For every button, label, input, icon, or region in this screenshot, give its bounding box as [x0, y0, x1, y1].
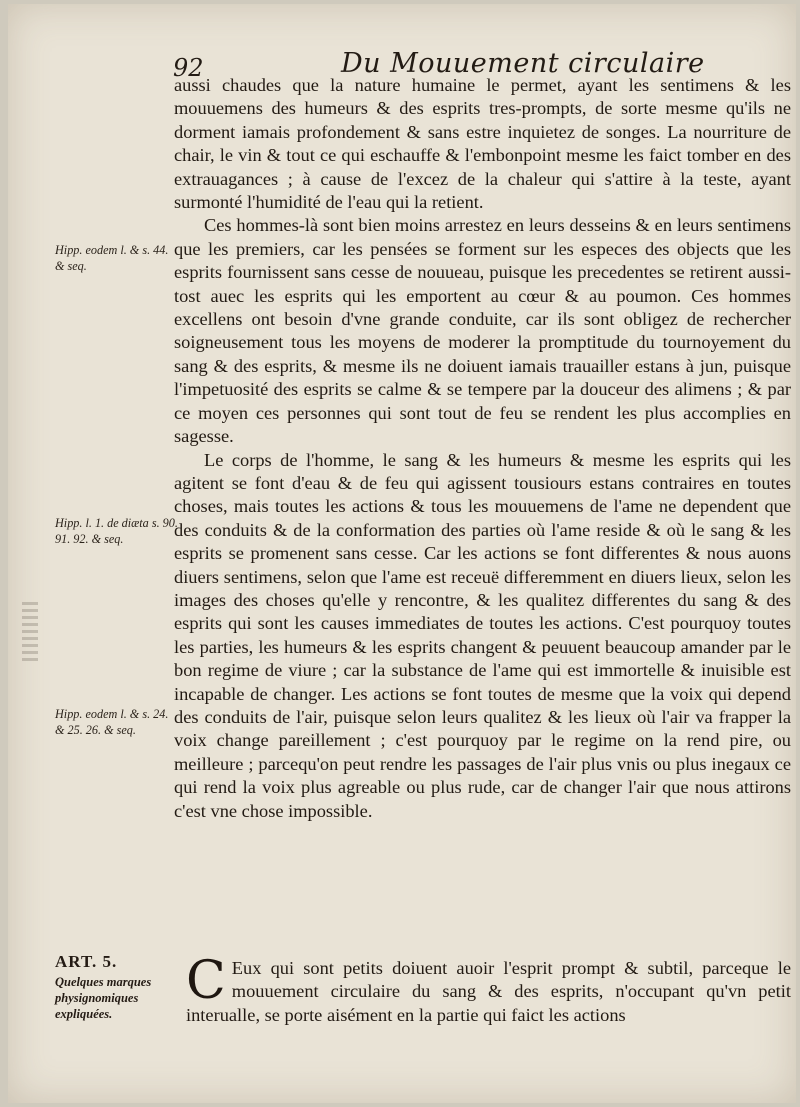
- page-number: 92: [173, 54, 204, 82]
- article-side-note: Quelques marques physignomiques expliquées.: [55, 975, 152, 1021]
- margin-note: Hipp. l. 1. de diæta s. 90. 91. 92. & seq.: [55, 516, 178, 546]
- article-heading: [55, 952, 185, 1022]
- margin-note: Hipp. eodem l. & s. 44. & seq.: [55, 243, 169, 273]
- gutter-stain: [22, 602, 38, 664]
- paragraph: Le corps de l'homme, le sang & les humeurs & mesme les esprits qui les agitent se font d'eau & de feu qui agissent tousiours estans contraires en toutes choses, mais toutes les actions & tous les mouuemens de l'ame ne dependent que des conduits & de la conformation des parties où l'ame reside & où le sang & les esprits se promenent sans cesse. Car les actions se font differentes & nous auons diuers sentimens, selon que l'ame est receuë differemment en diuers lieux, selon les images des choses qu'elle y rencontre, & les qualitez differentes du sang & des esprits qui sont les causes immediates de toutes les actions. C'est pourquoy toutes les parties, les humeurs & les esprits changent & peuuent beaucoup amander par le bon regime de viure ; car la substance de l'ame qui est immortelle & inuisible est incapable de changer. Les actions se font toutes de mesme que la voix qui depend des conduits de l'air, puisque selon leurs qualitez & les lieux où l'air va frapper la voix change pareillement ; c'est pourquoy par le regime on la rend pire, ou meilleure ; parcequ'on peut rendre les passages de l'air plus vnis ou plus inegaux ce qui rend la voix plus agreable ou plus rude, car de changer l'air que nous attirons c'est vne chose impossible.: [174, 449, 791, 821]
- margin-note: Hipp. eodem l. & s. 24. & 25. 26. & seq.: [55, 707, 169, 737]
- article-paragraph: [186, 951, 791, 1027]
- drop-cap: C: [186, 951, 226, 1011]
- article-label: ART. 5.: [55, 952, 118, 971]
- main-text: [174, 74, 791, 823]
- paragraph: Ces hommes-là sont bien moins arrestez en leurs desseins & en leurs sentimens que les premiers, car les pensées se forment sur les especes des objects que les esprits fournissent sans cesse de nouueau, puisque les precedentes se retirent aussi-tost auec les esprits qui les emportent au cœur & au poumon. Ces hommes excellens ont besoin d'vne grande conduite, car ils sont obligez de rechercher soigneusement tous les moyens de moderer la promptitude du tournoyement du sang & des esprits, & mesme ils ne doiuent iamais trauailler estans à jun, puisque l'impetuosité des esprits se calme & se tempere par la douceur des alimens ; & par ce moyen ces personnes qui sont tout de feu se rendent les plus accomplies en sagesse.: [174, 215, 791, 447]
- running-title: Du Mouuement circulaire: [341, 48, 705, 79]
- book-page: [8, 4, 796, 1103]
- article-body: Eux qui sont petits doiuent auoir l'esprit prompt & subtil, parceque le mouuement circulaire du sang & des esprits, n'occupant qu'vn petit interualle, se porte aisément en la partie qui faict les actions: [186, 958, 791, 1025]
- paragraph: aussi chaudes que la nature humaine le permet, ayant les sentimens & les mouuemens des humeurs & des esprits tres-prompts, de sorte mesme qu'ils ne dorment iamais profondement & sans estre inquietez de songes. La nourriture de chair, le vin & tout ce qui eschauffe & l'embonpoint mesme les faict tomber en des extrauagances ; à cause de l'excez de la chaleur qui s'attire à la teste, ayant surmonté l'humidité de l'eau qui la retient.: [174, 75, 791, 213]
